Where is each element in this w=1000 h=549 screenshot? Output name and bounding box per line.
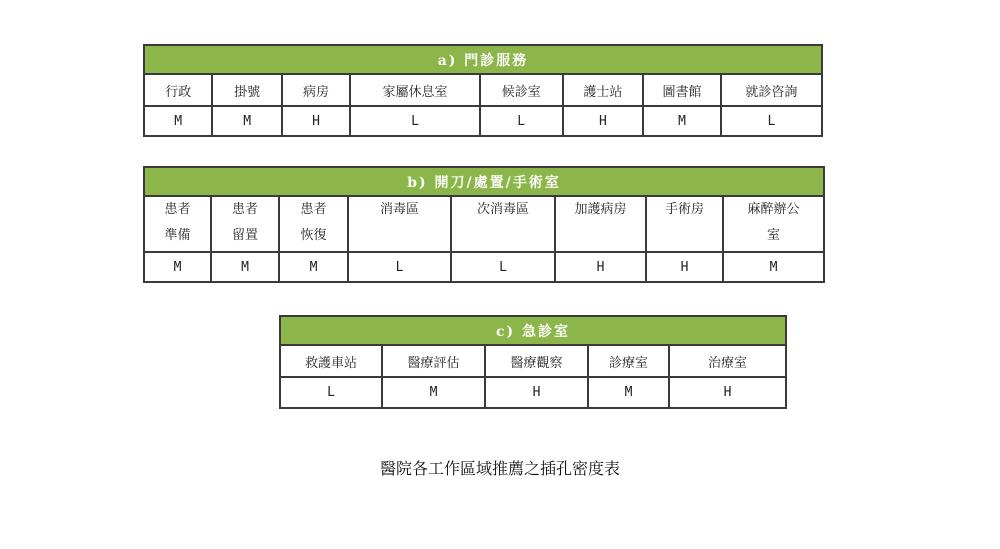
density-value: M	[723, 252, 824, 282]
density-value: L	[721, 106, 822, 136]
density-value: H	[282, 106, 350, 136]
column-header: 病房	[282, 74, 350, 106]
density-value: M	[382, 377, 485, 408]
column-header: 治療室	[669, 345, 786, 377]
column-header: 加護病房	[555, 196, 646, 252]
column-header: 次消毒區	[451, 196, 555, 252]
density-value: L	[451, 252, 555, 282]
density-value: M	[643, 106, 721, 136]
density-value: H	[555, 252, 646, 282]
column-header: 患者 留置	[211, 196, 279, 252]
density-value: M	[211, 252, 279, 282]
column-header: 患者 準備	[144, 196, 211, 252]
table-title: c) 急診室	[280, 316, 786, 345]
column-header: 診療室	[588, 345, 669, 377]
outpatient-services-table	[143, 44, 823, 137]
surgery-area-table	[143, 166, 825, 283]
column-header: 家屬休息室	[350, 74, 480, 106]
column-header: 麻醉辦公 室	[723, 196, 824, 252]
density-value: M	[144, 252, 211, 282]
column-header: 候診室	[480, 74, 563, 106]
column-header: 行政	[144, 74, 212, 106]
column-header: 醫療觀察	[485, 345, 588, 377]
column-header: 消毒區	[348, 196, 451, 252]
density-value: L	[348, 252, 451, 282]
density-value: L	[280, 377, 382, 408]
density-value: H	[563, 106, 644, 136]
table-title: a) 門診服務	[144, 45, 822, 74]
column-header: 患者 恢復	[279, 196, 348, 252]
density-value: L	[350, 106, 480, 136]
density-value: H	[669, 377, 786, 408]
density-value: H	[485, 377, 588, 408]
column-header: 就診咨詢	[721, 74, 822, 106]
column-header: 護士站	[563, 74, 644, 106]
column-header: 醫療評估	[382, 345, 485, 377]
density-value: H	[646, 252, 723, 282]
column-header: 掛號	[212, 74, 281, 106]
column-header: 手術房	[646, 196, 723, 252]
density-value: M	[588, 377, 669, 408]
table-title: b) 開刀/處置/手術室	[144, 167, 824, 196]
density-value: L	[480, 106, 563, 136]
emergency-room-table	[279, 315, 787, 409]
density-value: M	[279, 252, 348, 282]
density-value: M	[212, 106, 281, 136]
density-value: M	[144, 106, 212, 136]
column-header: 救護車站	[280, 345, 382, 377]
column-header: 圖書館	[643, 74, 721, 106]
figure-caption: 醫院各工作區域推薦之插孔密度表	[379, 459, 620, 478]
